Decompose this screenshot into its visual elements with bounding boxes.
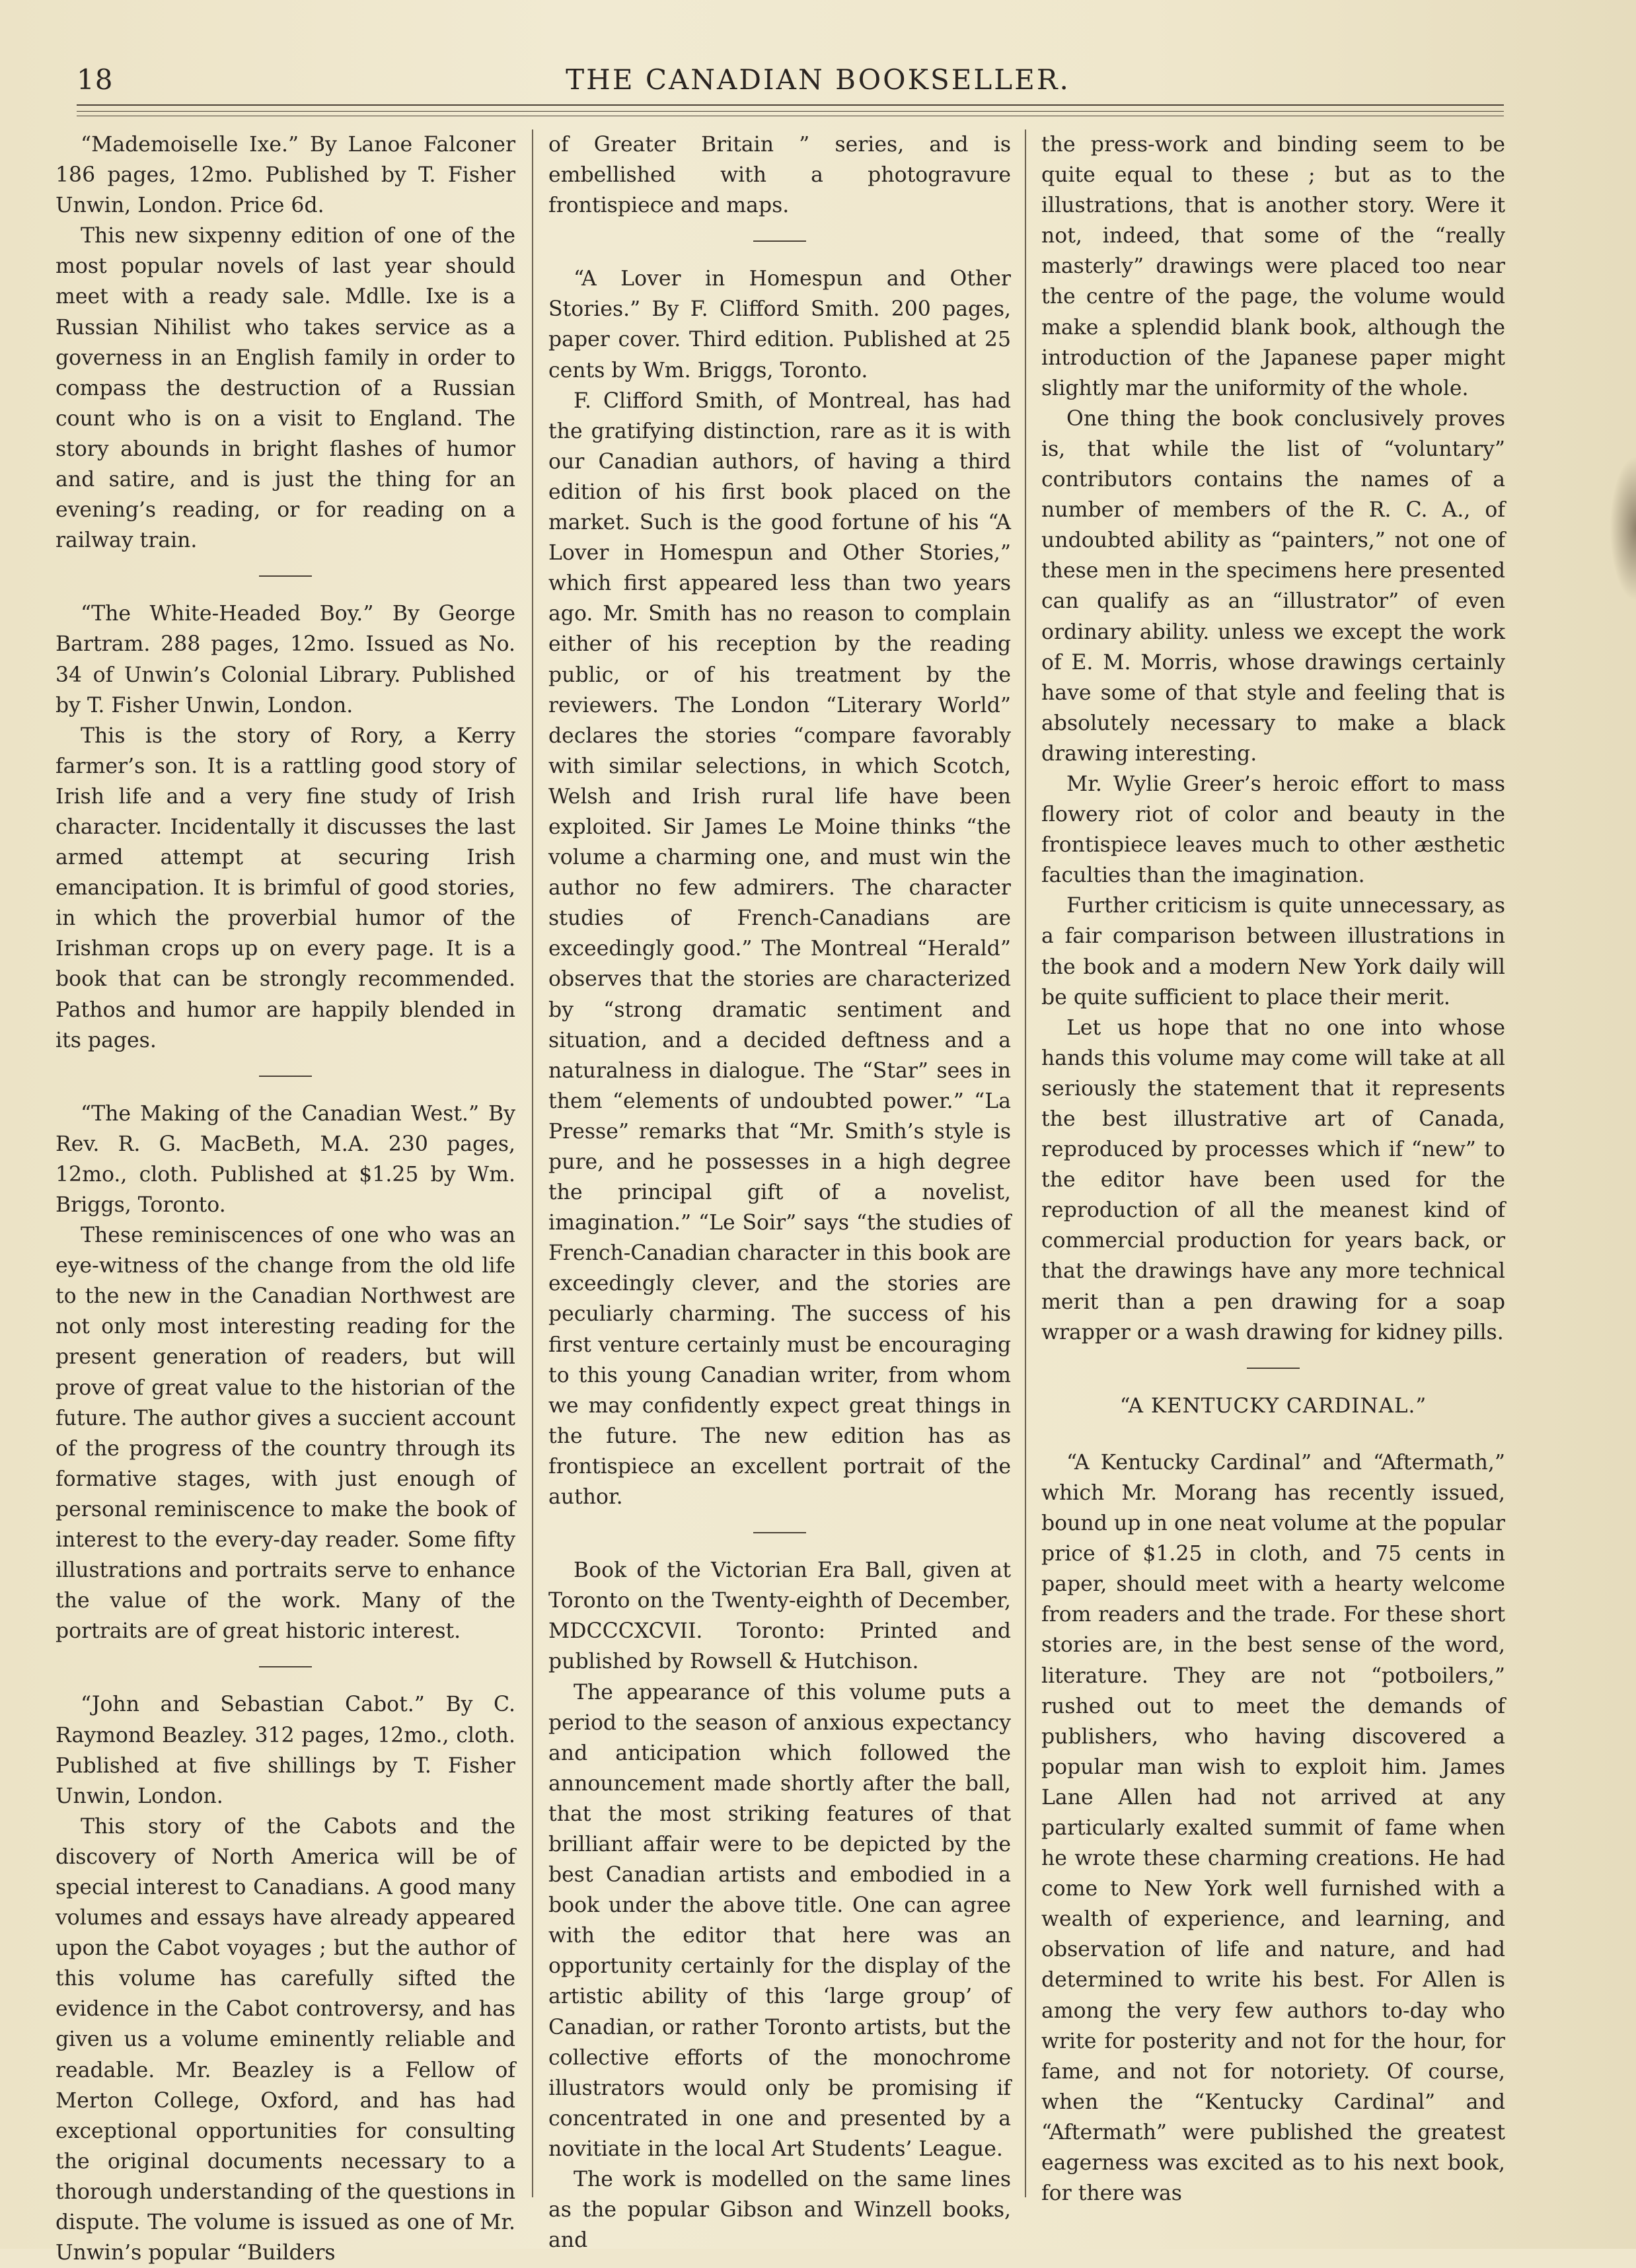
column-3 bbox=[1041, 129, 1505, 2209]
column-divider bbox=[1025, 129, 1026, 2197]
book-entry-heading: “John and Sebastian Cabot.” By C. Raymond Beazley. 312 pages, 12mo., cloth. Published at five shillings by T. Fisher Unwin, London. bbox=[56, 1693, 515, 1808]
book-entry-heading: Book of the Victorian Era Ball, given at Toronto on the Twenty-eighth of December, MDCCCXCVII. Toronto: Printed and published by Rowsell & Hutchison. bbox=[548, 1558, 1011, 1674]
column-2 bbox=[548, 129, 1011, 2255]
book-review-paragraph: “A Kentucky Cardinal” and “Aftermath,” which Mr. Morang has recently issued, bound up in one neat volume at the popular price of $1.25 in cloth, and 75 cents in paper, should meet with a hearty welcome from readers and the trade. For these short stories are, in the best sense of the word, literature. They are not “potboilers,” rushed out to meet the demands of publishers, who having discovered a popular man wish to exploit him. James Lane Allen had not arrived at any particularly exalted summit of fame when he wrote these charming creations. He had come to New York well furnished with a wealth of experience, and learning, and observation of life and nature, and had determined to write his best. For Allen is among the very few authors to-day who write for posterity and not for the hour, for fame, and not for notoriety. Of course, when the “Kentucky Cardinal” and “Aftermath” were published the greatest eagerness was excited as to his next book, for there was bbox=[1041, 1450, 1505, 2206]
book-review-paragraph: This story of the Cabots and the discovery of North America will be of special interest to Canadians. A good many volumes and essays have already appeared upon the Cabot voyages ; but the author of this volume has carefully sifted the evidence in the Cabot controversy, and has given us a volume eminently reliable and readable. Mr. Beazley is a Fellow of Merton College, Oxford, and has had exceptional opportunities for consulting the original documents necessary to a thorough understanding of the questions in dispute. The volume is issued as one of Mr. Unwin’s popular “Builders bbox=[56, 1814, 515, 2265]
book-review-paragraph: F. Clifford Smith, of Montreal, has had the gratifying distinction, rare as it is with our Canadian authors, of having a third edition of his first book placed on the market. Such is the good fortune of his “A Lover in Homespun and Other Stories,” which first appeared less than two years ago. Mr. Smith has no reason to complain either of his reception by the reading public, or of his treatment by the reviewers. The London “Literary World” declares the stories “compare favorably with similar selections, in which Scotch, Welsh and Irish rural life have been exploited. Sir James Le Moine thinks “the volume a charming one, and must win the author no few admirers. The character studies of French-Canadians are exceedingly good.” The Montreal “Herald” observes that the stories are characterized by “strong dramatic sentiment and situation, and a decided deftness and a naturalness in dialogue. The “Star” sees in them “elements of undoubted power.” “La Presse” remarks that “Mr. Smith’s style is pure, and he possesses in a high degree the principal gift of a novelist, imagination.” “Le Soir” says “the studies of French-Canadian character in this book are exceedingly clever, and the stories are peculiarly charming. The success of his first venture certainly must be encouraging to this young Canadian writer, from whom we may confidently expect great things in the future. The new edition has as frontispiece an excellent portrait of the author. bbox=[548, 388, 1011, 1510]
book-review-paragraph: The work is modelled on the same lines as the popular Gibson and Winzell books, and bbox=[548, 2168, 1011, 2253]
book-review-paragraph: One thing the book conclusively proves is, that while the list of “voluntary” contributors contains the names of a number of members of the R. C. A., of undoubted ability as “painters,” not one of these men in the specimens here presented can qualify as an “illustrator” of even ordinary ability. unless we except the work of E. M. Morris, whose drawings certainly have some of that style and feeling that is absolutely necessary to make a black drawing interesting. bbox=[1041, 406, 1505, 766]
book-review-paragraph: Let us hope that no one into whose hands this volume may come will take at all seriously the statement that it represents the best illustrative art of Canada, reproduced by processes which if “new” to the editor have been used for the reproduction of all the meanest kind of commercial production for years back, or that the drawings have any more technical merit than a pen drawing for a soap wrapper or a wash drawing for kidney pills. bbox=[1041, 1015, 1505, 1344]
column-1 bbox=[56, 129, 515, 2268]
book-review-paragraph: of Greater Britain ” series, and is embellished with a photogravure frontispiece and maps. bbox=[548, 133, 1011, 218]
book-review-paragraph: This new sixpenny edition of one of the most popular novels of last year should meet with a ready sale. Mdlle. Ixe is a Russian Nihilist who takes service as a governess in an English family in order to compass the destruction of a Russian count who is on a visit to England. The story abounds in bright flashes of humor and satire, and is just the thing for an evening’s reading, or for reading on a railway train. bbox=[56, 224, 515, 553]
column-divider bbox=[532, 129, 533, 2197]
section-separator bbox=[259, 575, 312, 577]
section-separator bbox=[259, 1666, 312, 1667]
section-separator bbox=[259, 1076, 312, 1077]
page-edge-stain bbox=[1610, 456, 1636, 601]
book-entry-heading: “The White-Headed Boy.” By George Bartram. 288 pages, 12mo. Issued as No. 34 of Unwin’s Colonial Library. Published by T. Fisher Unwin, London. bbox=[56, 602, 515, 717]
section-separator bbox=[1247, 1368, 1300, 1369]
book-review-paragraph: Mr. Wylie Greer’s heroic effort to mass flowery riot of color and beauty in the frontispiece leaves much to other æsthetic faculties than the imagination. bbox=[1041, 772, 1505, 888]
book-entry-heading: “Mademoiselle Ixe.” By Lanoe Falconer 186 pages, 12mo. Published by T. Fisher Unwin, London. Price 6d. bbox=[56, 133, 515, 218]
header-rule bbox=[77, 111, 1504, 112]
book-entry-heading: “The Making of the Canadian West.” By Rev. R. G. MacBeth, M.A. 230 pages, 12mo., cloth. Published at $1.25 by Wm. Briggs, Toronto. bbox=[56, 1101, 515, 1217]
section-separator bbox=[753, 1532, 806, 1533]
book-review-paragraph: Further criticism is quite unnecessary, as a fair comparison between illustrations in the book and a modern New York daily will be quite sufficient to place their merit. bbox=[1041, 894, 1505, 1009]
page-number: 18 bbox=[77, 63, 114, 96]
book-review-paragraph: These reminiscences of one who was an eye-witness of the change from the old life to the new in the Canadian Northwest are not only most interesting reading for the present generation of readers, but will prove of great value to the historian of the future. The author gives a succient account of the progress of the country through its formative stages, with just enough of personal reminiscence to make the book of interest to the every-day reader. Some fifty illustrations and portraits serve to enhance the value of the work. Many of the portraits are of great historic interest. bbox=[56, 1224, 515, 1644]
book-review-paragraph: The appearance of this volume puts a period to the season of anxious expectancy and anticipation which followed the announcement made shortly after the ball, that the most striking features of that brilliant affair were to be depicted by the best Canadian artists and embodied in a book under the above title. One can agree with the editor that here was an opportunity certainly for the display of the artistic ability of this ‘large group’ of Canadian, or rather Toronto artists, but the collective efforts of the monochrome illustrators would only be promising if concentrated in one and presented by a novitiate in the local Art Students’ League. bbox=[548, 1680, 1011, 2161]
article-heading: “A KENTUCKY CARDINAL.” bbox=[1119, 1393, 1427, 1418]
book-entry-heading: “A Lover in Homespun and Other Stories.” By F. Clifford Smith. 200 pages, paper cover. Third edition. Published at 25 cents by Wm. Briggs, Toronto. bbox=[548, 267, 1011, 383]
book-review-paragraph: This is the story of Rory, a Kerry farmer’s son. It is a rattling good story of Irish life and a very fine study of Irish character. Incidentally it discusses the last armed attempt at securing Irish emancipation. It is brimful of good stories, in which the proverbial humor of the Irishman crops up on every page. It is a book that can be strongly recommended. Pathos and humor are happily blended in its pages. bbox=[56, 723, 515, 1052]
section-separator bbox=[753, 240, 806, 242]
book-review-paragraph: the press-work and binding seem to be quite equal to these ; but as to the illustrations, that is another story. Were it not, indeed, that some of the “really masterly” drawings were placed too near the centre of the page, the volume would make a splendid blank book, although the introduction of the Japanese paper might slightly mar the uniformity of the whole. bbox=[1041, 133, 1505, 400]
running-head-title: THE CANADIAN BOOKSELLER. bbox=[566, 63, 1070, 96]
header-rule bbox=[77, 104, 1504, 106]
